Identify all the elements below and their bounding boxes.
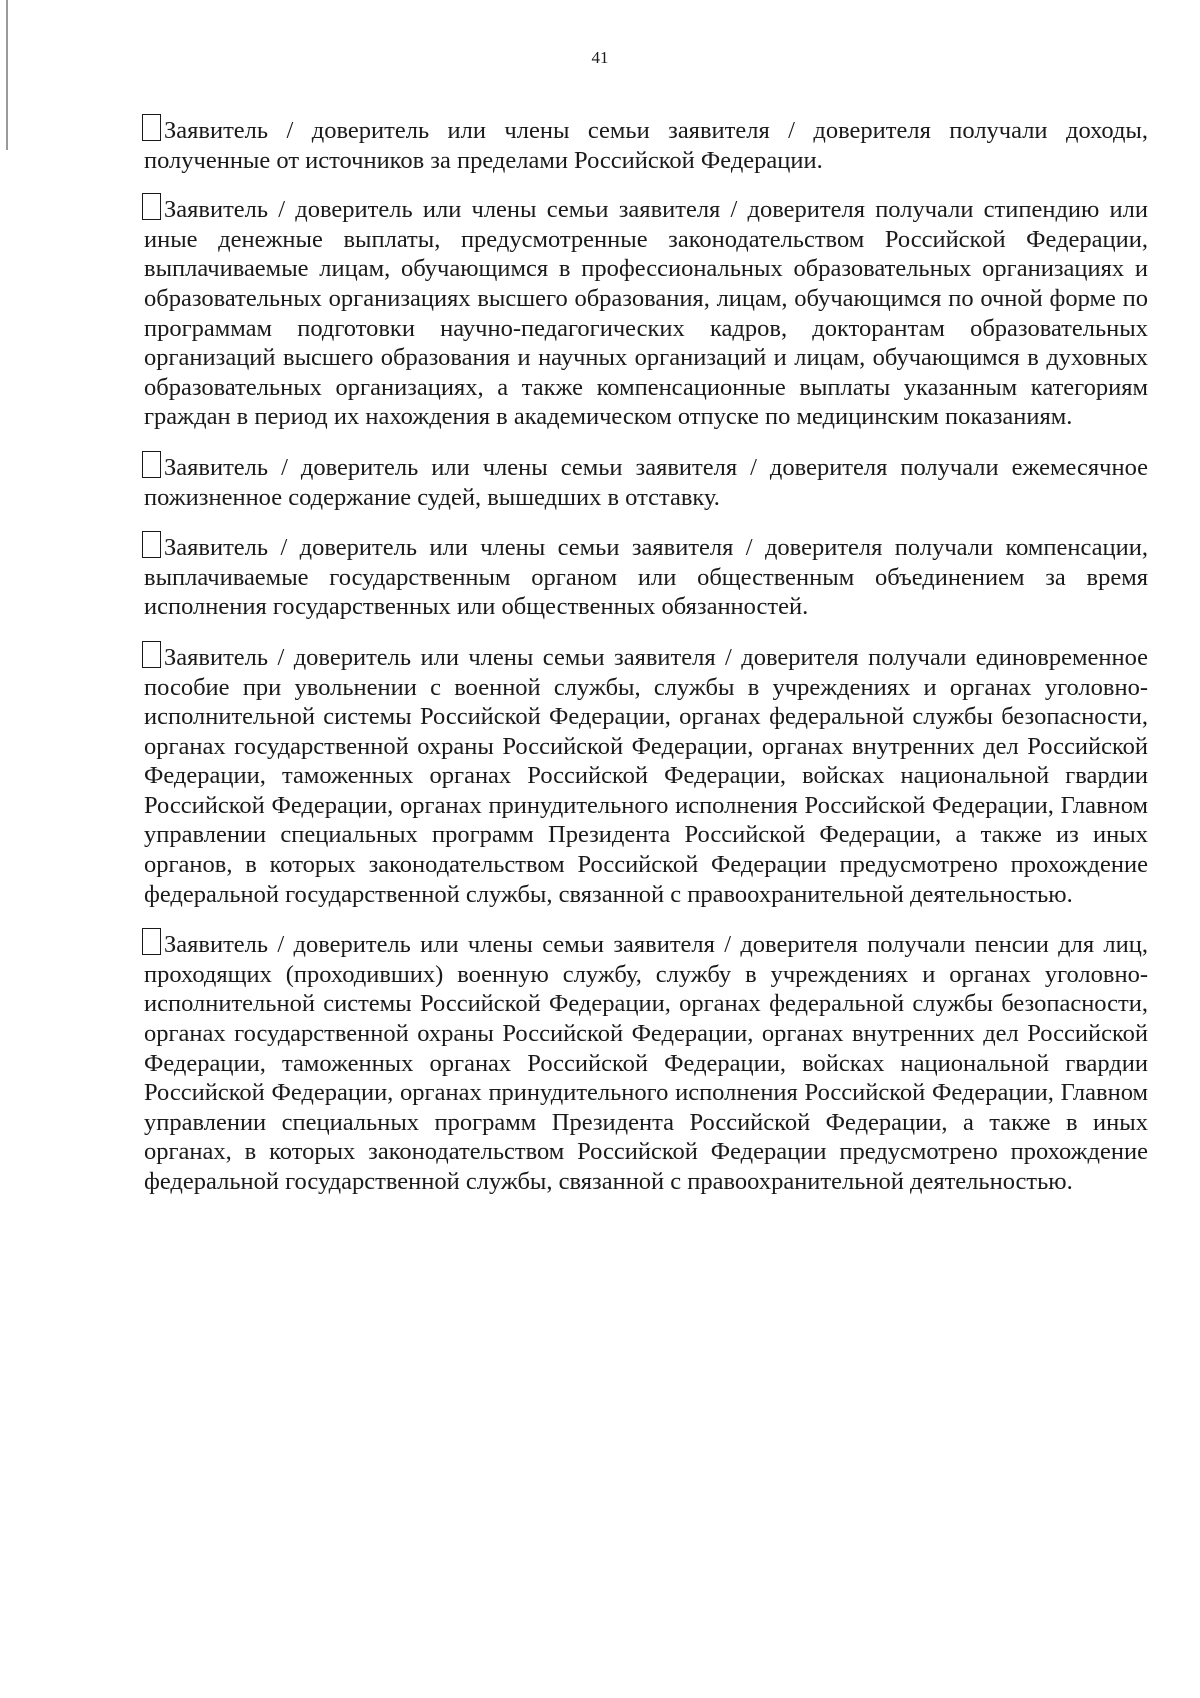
item-text: Заявитель / доверитель или члены семьи заявителя / доверителя получали ежемесячное пожизненное содержание судей, вышедших в отставку. — [144, 453, 1148, 511]
checkbox[interactable] — [142, 193, 161, 220]
income-item-foreign-sources — [144, 114, 1148, 175]
income-item-retired-judges — [144, 451, 1148, 512]
item-text: Заявитель / доверитель или члены семьи заявителя / доверителя получали стипендию или иные денежные выплаты, предусмотренные законодательством Российской Федерации, выплачиваемые лицам, обучающимся в профессиональных образовательных организациях и образовательных организациях высшего образования, лицам, обучающимся по очной форме по программам подготовки научно-педагогических кадров, докторантам образовательных организаций высшего образования и научных организаций и лицам, обучающимся в духовных образовательных организациях, а также компенсационные выплаты указанным категориям граждан в период их нахождения в академическом отпуске по медицинским показаниям. — [144, 196, 1148, 431]
scan-edge — [6, 0, 8, 150]
income-item-service-pensions — [144, 928, 1148, 1196]
document-body — [144, 114, 1148, 1216]
page-number: 41 — [591, 48, 609, 67]
checkbox[interactable] — [142, 114, 161, 141]
checkbox[interactable] — [142, 531, 161, 558]
income-item-stipend — [144, 193, 1148, 432]
item-text: Заявитель / доверитель или члены семьи заявителя / доверителя получали компенсации, выплачиваемые государственным органом или общественным объединением за время исполнения государственных или общественных обязанностей. — [144, 534, 1148, 621]
income-item-compensation-duties — [144, 531, 1148, 622]
item-text: Заявитель / доверитель или члены семьи заявителя / доверителя получали доходы, полученные от источников за пределами Российской Федерации. — [144, 117, 1148, 174]
checkbox[interactable] — [142, 451, 161, 478]
checkbox[interactable] — [142, 641, 161, 668]
item-text: Заявитель / доверитель или члены семьи заявителя / доверителя получали единовременное пособие при увольнении с военной службы, службы в учреждениях и органах уголовно-исполнительной системы Российской Федерации, органах федеральной службы безопасности, органах государственной охраны Российской Федерации, органах внутренних дел Российской Федерации, таможенных органах Российской Федерации, войсках национальной гвардии Российской Федерации, органах принудительного исполнения Российской Федерации, Главном управлении специальных программ Президента Российской Федерации, а также из иных органов, в которых законодательством Российской Федерации предусмотрено прохождение федеральной государственной службы, связанной с правоохранительной деятельностью. — [144, 643, 1148, 908]
income-item-discharge-allowance — [144, 641, 1148, 909]
checkbox[interactable] — [142, 928, 161, 955]
item-text: Заявитель / доверитель или члены семьи заявителя / доверителя получали пенсии для лиц, проходящих (проходивших) военную службу, службу в учреждениях и органах уголовно-исполнительной системы Российской Федерации, органах федеральной службы безопасности, органах государственной охраны Российской Федерации, органах внутренних дел Российской Федерации, таможенных органах Российской Федерации, войсках национальной гвардии Российской Федерации, органах принудительного исполнения Российской Федерации, Главном управлении специальных программ Президента Российской Федерации, а также в иных органах, в которых законодательством Российской Федерации предусмотрено прохождение федеральной государственной службы, связанной с правоохранительной деятельностью. — [144, 931, 1148, 1195]
